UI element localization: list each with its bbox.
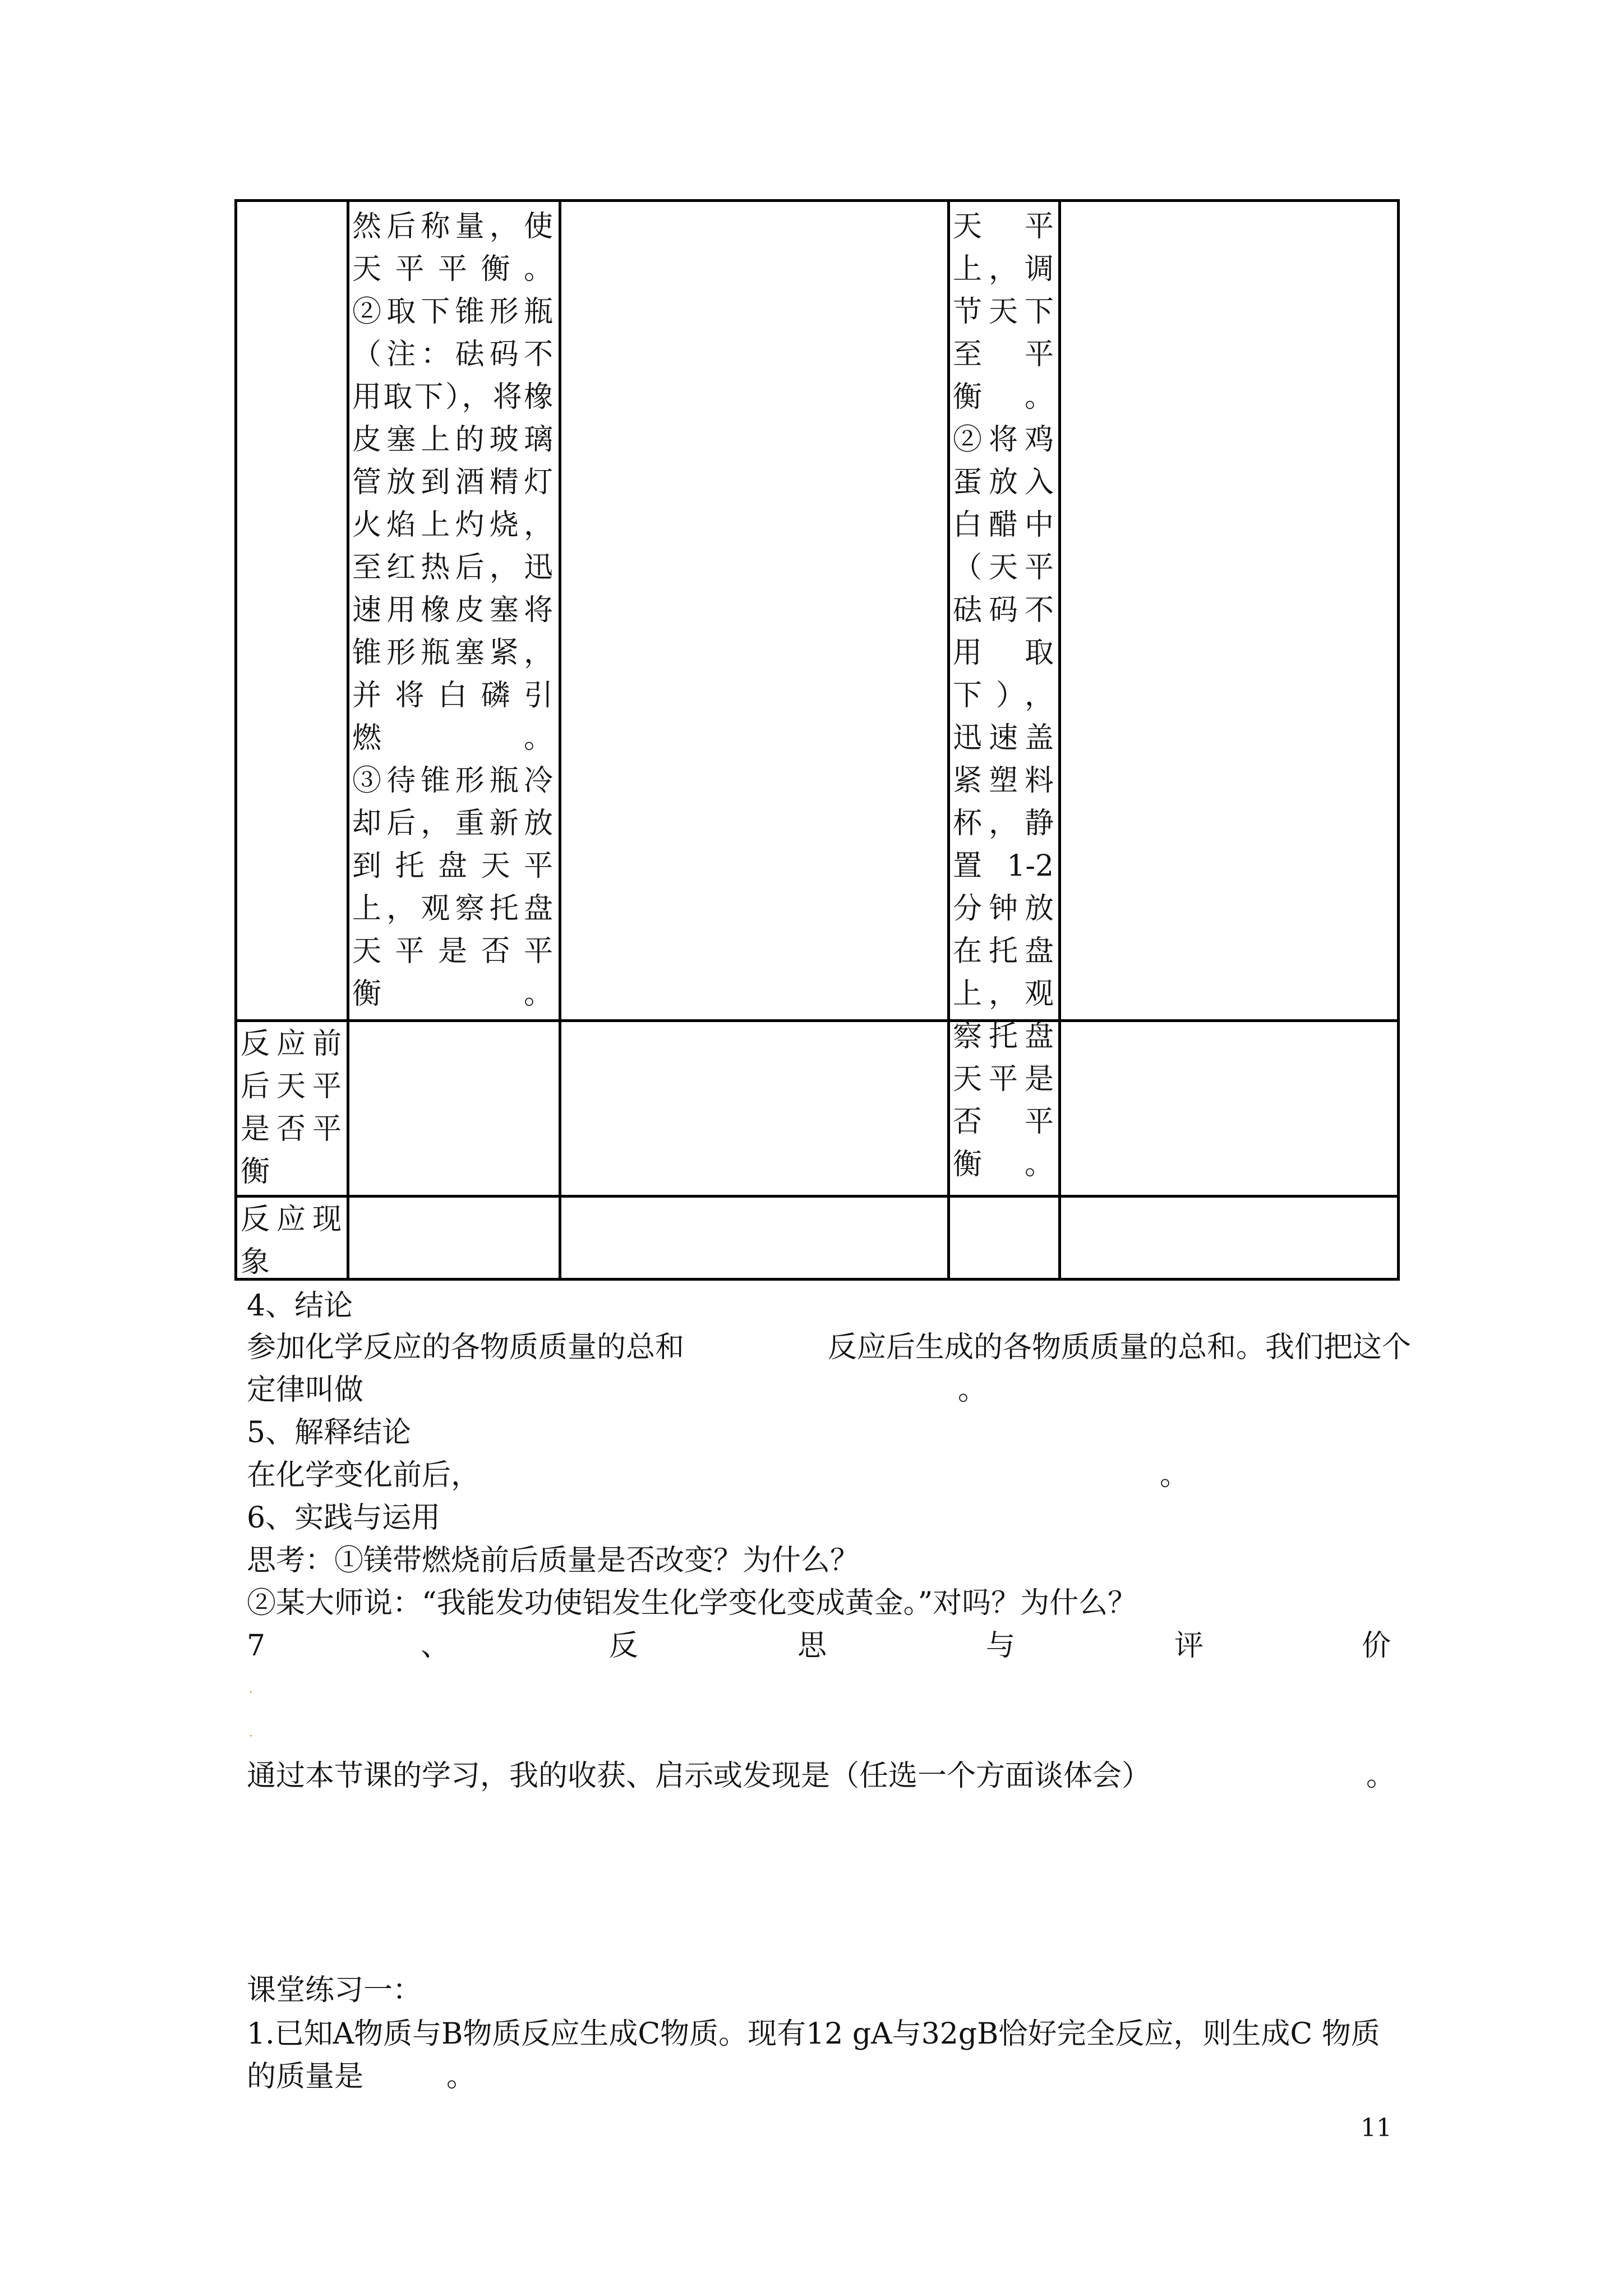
heading-char: 、 — [421, 1629, 450, 1663]
heading-char: 思 — [797, 1629, 827, 1663]
table-divider — [1058, 202, 1061, 1278]
sentence-end: 。 — [1366, 1759, 1396, 1793]
paragraph-text: 反应后生成的各物质质量的总和。我们把这个 — [828, 1331, 1412, 1364]
table-divider — [237, 1195, 1397, 1198]
paragraph-text: 定律叫做 — [247, 1373, 364, 1407]
paragraph-text: 通过本节课的学习，我的收获、启示或发现是（任选一个方面谈体会） — [247, 1759, 1151, 1793]
section-heading: 6、实践与运用 — [247, 1501, 441, 1535]
sentence-end: 。 — [958, 1373, 988, 1407]
paragraph-text: 参加化学反应的各物质质量的总和 — [247, 1331, 685, 1364]
question-text: ②某大师说：“我能发功使铝发生化学变化变成黄金。”对吗？为什么？ — [247, 1586, 1137, 1620]
exercise-question: 1.已知A物质与B物质反应生成C物质。现有12 gA与32gB恰好完全反应，则生成C 物质 — [247, 2017, 1380, 2051]
heading-char: 7 — [247, 1629, 266, 1663]
decorative-mark: · — [249, 1729, 253, 1742]
section-heading: 4、结论 — [247, 1289, 353, 1323]
sentence-end: 。 — [446, 2060, 476, 2093]
table-cell-procedure-b: 天平上，调节天下至平衡。 ②将鸡蛋放入白醋中（天平砝码不用取下），迅速盖紧塑料杯，静置1-2分钟放在托盘上，观察托盘天平是否平衡。 — [953, 210, 1054, 1181]
heading-char: 价 — [1362, 1629, 1391, 1663]
table-row-label-balance: 反应前后天平是否平衡 — [241, 1027, 342, 1189]
heading-char: 与 — [986, 1629, 1016, 1663]
table-divider — [237, 1019, 1397, 1022]
table-divider — [347, 202, 349, 1278]
exercise-heading: 课堂练习一： — [247, 1973, 422, 2007]
experiment-table — [234, 199, 1400, 1281]
table-row-label-phenomenon: 反应现象 — [241, 1203, 342, 1279]
question-text: 思考：①镁带燃烧前后质量是否改变？为什么？ — [247, 1544, 860, 1577]
paragraph-text: 在化学变化前后， — [247, 1458, 481, 1492]
decorative-mark: · — [249, 1685, 253, 1699]
exercise-question: 的质量是 — [247, 2060, 364, 2093]
section-heading-spread — [247, 1628, 1391, 1667]
heading-char: 反 — [609, 1629, 639, 1663]
page-number: 11 — [1361, 2114, 1392, 2142]
section-heading: 5、解释结论 — [247, 1416, 412, 1450]
table-cell-procedure-a: 然后称量，使天平平衡。 ②取下锥形瓶（注：砝码不用取下），将橡皮塞上的玻璃管放到酒精灯火焰上灼烧，至红热后，迅速用橡皮塞将锥形瓶塞紧，并将白磷引燃。 ③待锥形瓶冷却后，重新放到托盘天平上，观察托盘天平是否平衡。 — [352, 210, 553, 1011]
heading-char: 评 — [1174, 1629, 1204, 1663]
table-divider — [559, 202, 561, 1278]
sentence-end: 。 — [1160, 1458, 1189, 1492]
table-divider — [947, 202, 950, 1278]
